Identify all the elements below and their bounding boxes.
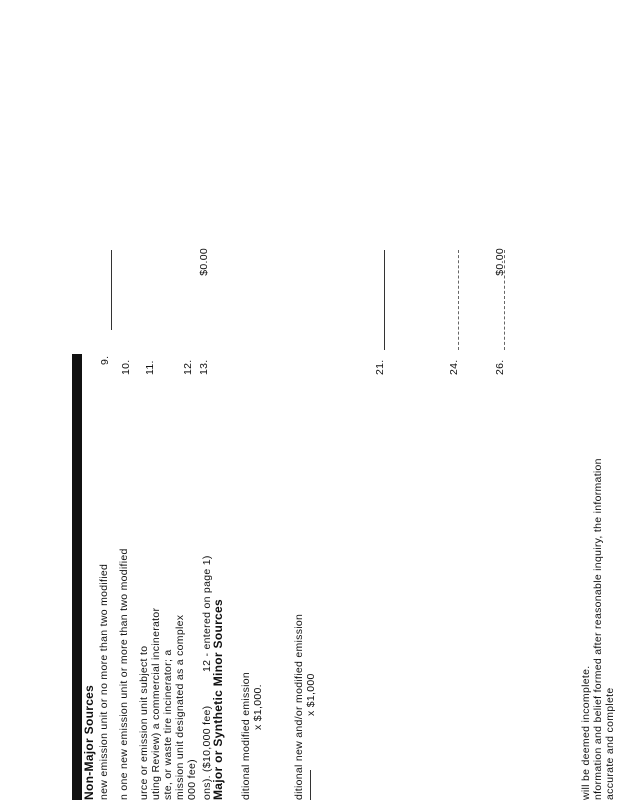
nonmajor-total-amount: $0.00 — [198, 248, 210, 276]
major-line-1: ditional modified emission — [240, 671, 252, 800]
line-number-21: 21. — [374, 359, 386, 375]
line-number-12: 12. — [182, 359, 194, 375]
major-entry-field[interactable] — [310, 770, 311, 800]
nonmajor-line-8: ons). ($10,000 fee) — [201, 705, 213, 800]
nonmajor-line-4: uting Review) a commercial incinerator — [150, 607, 162, 800]
nonmajor-line-3: urce or emission unit subject to — [138, 645, 150, 800]
nonmajor-heading: Non-Major Sources — [82, 684, 96, 800]
line-number-26: 26. — [494, 359, 506, 375]
line-21-field[interactable] — [384, 250, 385, 350]
footer-line-2: nformation and belief formed after reasonable inquiry, the information — [592, 458, 604, 800]
major-line-4: x $1,000 — [305, 673, 317, 716]
nonmajor-line-9-visible: 12 - entered on page 1) — [201, 555, 213, 672]
nonmajor-line-1: new emission unit or no more than two modified — [98, 563, 110, 800]
major-total-amount: $0.00 — [494, 248, 506, 276]
nonmajor-line-5: ste, or waste tire incinerator; a — [162, 649, 174, 800]
major-heading: Major or Synthetic Minor Sources — [211, 599, 225, 800]
line-number-11: 11. — [144, 360, 156, 375]
major-line-2: x $1,000. — [252, 684, 264, 730]
line-9-field[interactable] — [111, 250, 112, 330]
nonmajor-line-6: mission unit designated as a complex — [174, 614, 186, 800]
nonmajor-line-7: 000 fee) — [186, 759, 198, 800]
line-number-13: 13. — [198, 359, 210, 375]
line-number-24: 24. — [448, 359, 460, 375]
line-24-field[interactable] — [458, 250, 459, 350]
footer-line-3: accurate and complete — [604, 687, 616, 800]
footer-line-1: will be deemed incomplete. — [580, 665, 592, 800]
nonmajor-line-2: n one new emission unit or more than two modified — [118, 548, 130, 800]
line-number-9: 9. — [99, 355, 111, 365]
line-number-10: 10. — [120, 359, 132, 375]
major-line-3: ditional new and/or modified emission — [293, 613, 305, 800]
section-header-bar — [72, 354, 82, 800]
